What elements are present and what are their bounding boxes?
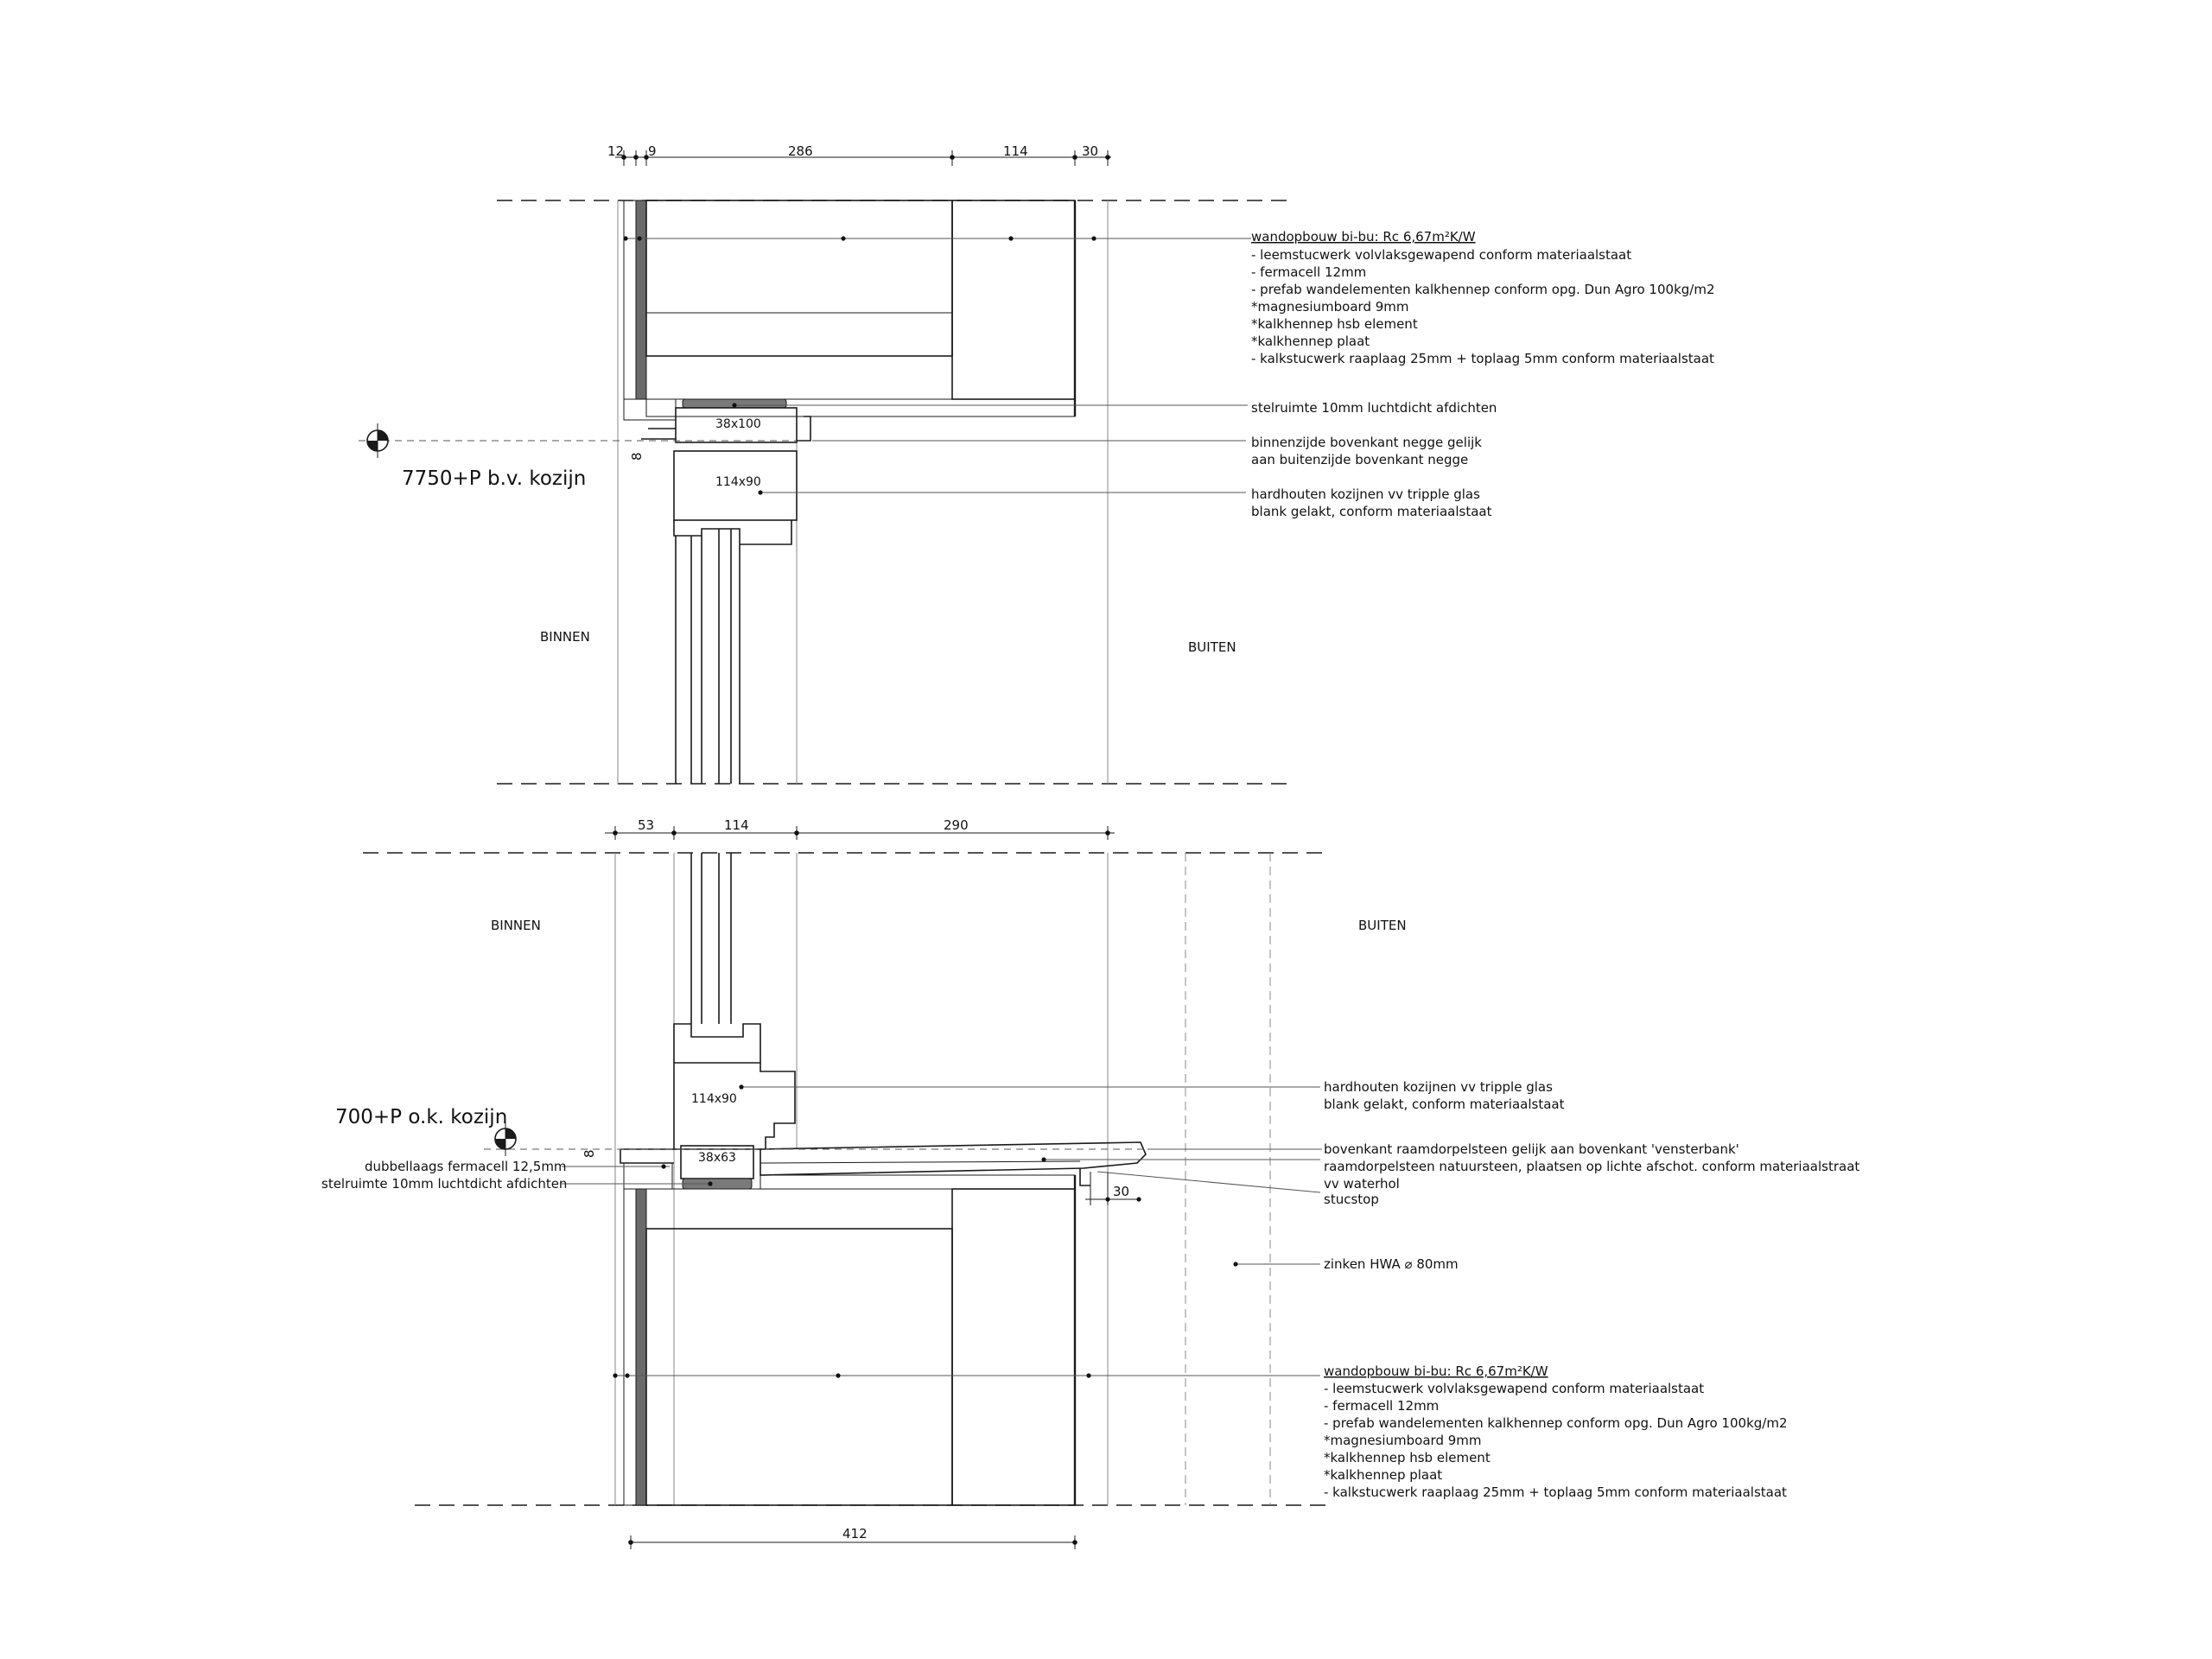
wall-note-line: *magnesiumboard 9mm: [1251, 299, 1409, 315]
wall-note-line: - leemstucwerk volvlaksgewapend conform materiaalstaat: [1251, 247, 1632, 263]
note-text: blank gelakt, conform materiaalstaat: [1324, 1096, 1565, 1112]
frame-size-label: 38x100: [715, 417, 761, 431]
level-label: 7750+P b.v. kozijn: [402, 467, 587, 490]
note-text: stelruimte 10mm luchtdicht afdichten: [321, 1176, 568, 1192]
frame-size-label: 38x63: [698, 1151, 736, 1165]
zone-inside-label: BINNEN: [540, 629, 590, 645]
level-label: 700+P o.k. kozijn: [335, 1106, 508, 1128]
wall-note-line: *kalkhennep plaat: [1324, 1467, 1443, 1483]
zone-outside-label: BUITEN: [1358, 918, 1407, 933]
dimension-label: 30: [1113, 1184, 1130, 1199]
sill-dimension: [1085, 1172, 1141, 1205]
frame-size-label: 114x90: [691, 1092, 737, 1106]
sill-stone: [760, 1142, 1146, 1185]
note-text: binnenzijde bovenkant negge gelijk: [1251, 435, 1482, 450]
dimension-label: 114: [1003, 143, 1028, 159]
note-text: stucstop: [1324, 1192, 1379, 1207]
note-text: hardhouten kozijnen vv tripple glas: [1324, 1079, 1553, 1095]
top-wall-note: [1251, 229, 1714, 366]
note-text: dubbellaags fermacell 12,5mm: [365, 1159, 567, 1174]
slope-mark: 8: [582, 1149, 597, 1158]
wall-note-line: *magnesiumboard 9mm: [1324, 1433, 1482, 1448]
bottom-wall-section: [624, 1175, 1075, 1505]
wall-note-heading: wandopbouw bi-bu: Rc 6,67m²K/W: [1251, 229, 1476, 245]
bottom-wall-note: [613, 1363, 1787, 1500]
wall-note-heading: wandopbouw bi-bu: Rc 6,67m²K/W: [1324, 1363, 1548, 1379]
wall-note-line: - prefab wandelementen kalkhennep conform opg. Dun Agro 100kg/m2: [1251, 282, 1715, 297]
bottom-dimension-chain: [605, 817, 1115, 840]
note-text: bovenkant raamdorpelsteen gelijk aan bovenkant 'vensterbank': [1324, 1141, 1739, 1157]
wall-note-line: - fermacell 12mm: [1251, 264, 1367, 280]
zone-inside-label: BINNEN: [491, 918, 541, 933]
top-wall-section: [624, 200, 1075, 416]
top-window-frame: [624, 399, 810, 784]
wall-note-line: *kalkhennep hsb element: [1251, 316, 1418, 332]
top-detail: [359, 143, 1714, 784]
note-text: aan buitenzijde bovenkant negge: [1251, 452, 1469, 467]
top-dimension-chain: [607, 143, 1111, 166]
note-text: raamdorpelsteen natuursteen, plaatsen op lichte afschot. conform materiaalstraat: [1324, 1159, 1860, 1174]
wall-note-line: - kalkstucwerk raaplaag 25mm + toplaag 5mm conform materiaalstaat: [1251, 351, 1714, 366]
note-text: hardhouten kozijnen vv tripple glas: [1251, 486, 1480, 502]
dimension-label: 412: [842, 1526, 868, 1541]
wall-note-line: *kalkhennep hsb element: [1324, 1450, 1491, 1465]
zone-outside-label: BUITEN: [1188, 639, 1236, 655]
dimension-label: 30: [1082, 143, 1099, 159]
dimension-label: 53: [638, 817, 655, 833]
dimension-label: 286: [788, 143, 813, 159]
bottom-window-frame: [620, 853, 795, 1189]
bottom-detail: [321, 817, 1859, 1549]
frame-size-label: 114x90: [715, 475, 761, 489]
wall-note-line: - kalkstucwerk raaplaag 25mm + toplaag 5mm conform materiaalstaat: [1324, 1484, 1787, 1500]
slope-mark: 8: [629, 452, 645, 461]
top-leaders: [623, 236, 1251, 494]
note-text: blank gelakt, conform materiaalstaat: [1251, 504, 1492, 519]
dimension-label: 114: [724, 817, 749, 833]
wall-note-line: - leemstucwerk volvlaksgewapend conform materiaalstaat: [1324, 1381, 1705, 1396]
note-text: vv waterhol: [1324, 1176, 1400, 1192]
wall-note-line: *kalkhennep plaat: [1251, 334, 1370, 349]
dimension-label: 12: [607, 143, 625, 159]
note-text: zinken HWA ⌀ 80mm: [1324, 1256, 1459, 1272]
note-text: stelruimte 10mm luchtdicht afdichten: [1251, 400, 1497, 416]
dimension-label: 9: [648, 143, 657, 159]
wall-note-line: - fermacell 12mm: [1324, 1398, 1440, 1414]
bottom-total-dimension: [628, 1526, 1077, 1549]
wall-note-line: - prefab wandelementen kalkhennep conform opg. Dun Agro 100kg/m2: [1324, 1415, 1788, 1431]
bottom-level-marker: [335, 1106, 1322, 1158]
dimension-label: 290: [944, 817, 969, 833]
